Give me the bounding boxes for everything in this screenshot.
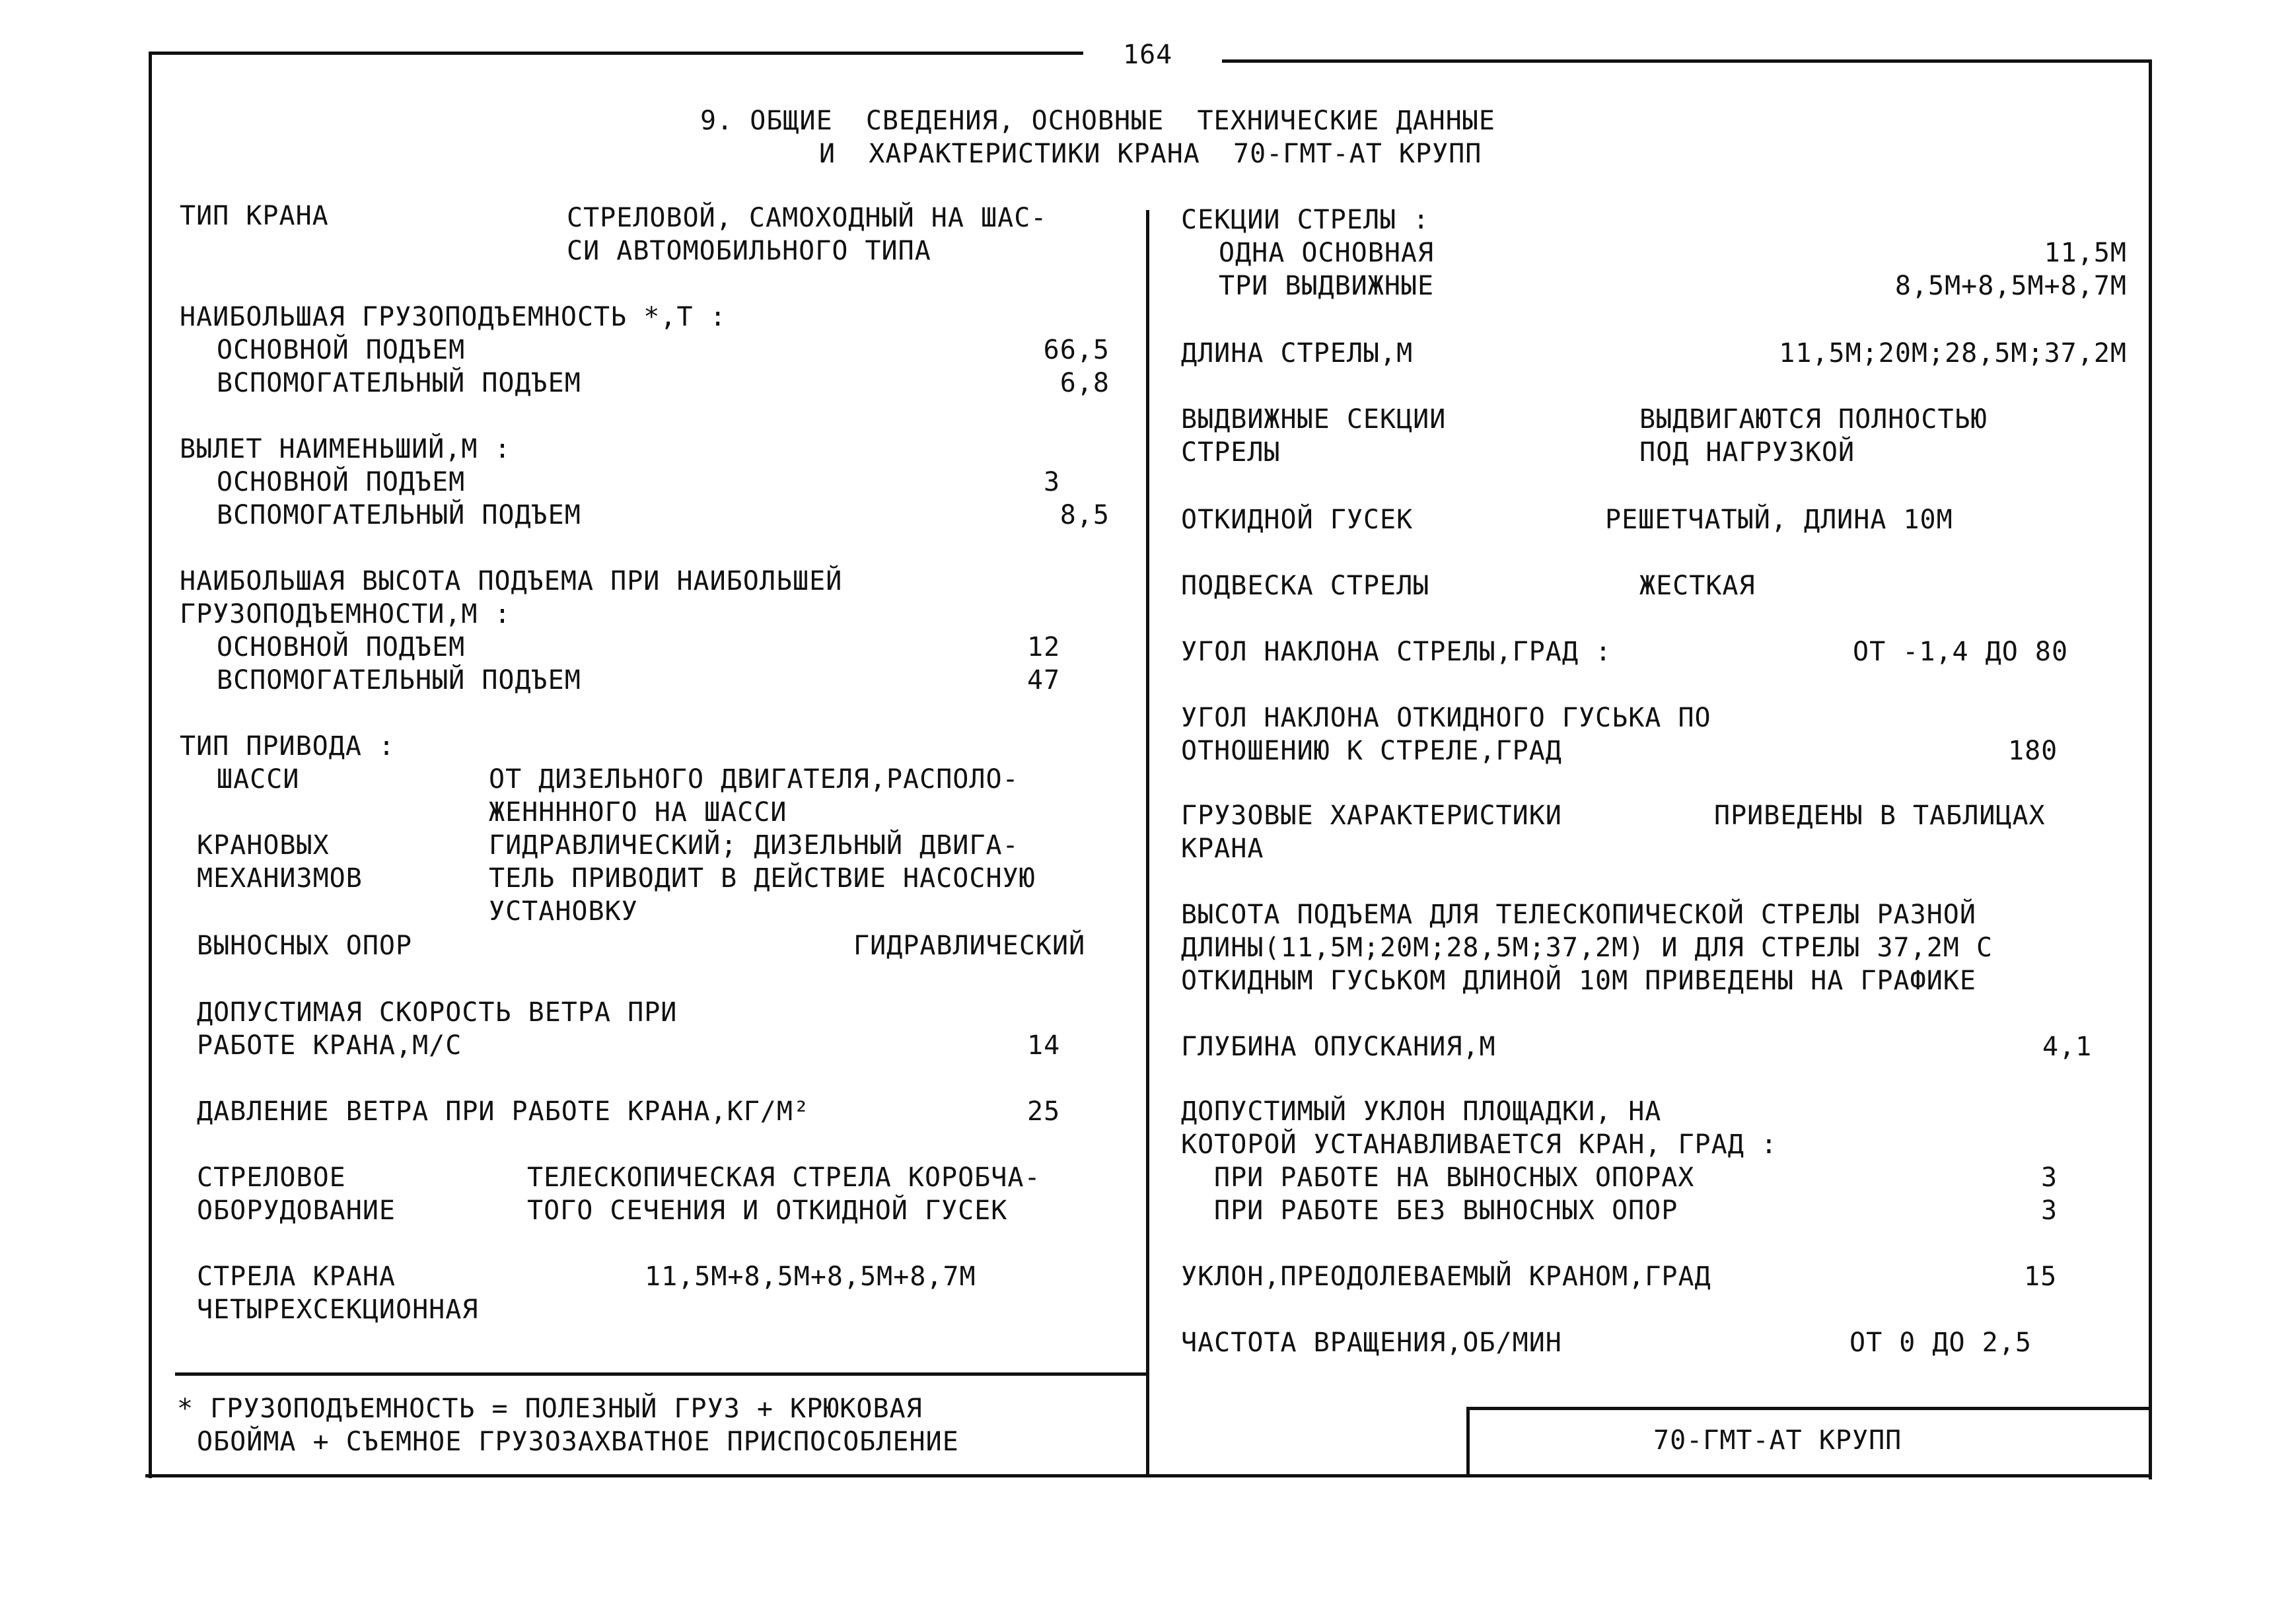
spec-value: ГИДРАВЛИЧЕСКИЙ; ДИЗЕЛЬНЫЙ ДВИГА- bbox=[489, 830, 1019, 861]
spec-value: 12 bbox=[1027, 632, 1061, 662]
spec-label: ОДНА ОСНОВНАЯ bbox=[1219, 238, 1435, 268]
spec-value: 14 bbox=[1027, 1030, 1061, 1061]
spec-value: 66,5 bbox=[1043, 335, 1110, 365]
spec-value: 11,5М;20М;28,5М;37,2М bbox=[1779, 338, 2127, 369]
column-divider bbox=[1146, 210, 1149, 1477]
spec-label: РАБОТЕ КРАНА,М/С bbox=[197, 1030, 462, 1061]
footnote-divider bbox=[175, 1372, 1146, 1376]
spec-label: ДОПУСТИМАЯ СКОРОСТЬ ВЕТРА ПРИ bbox=[197, 997, 678, 1028]
spec-label: ВЫНОСНЫХ ОПОР bbox=[197, 931, 413, 961]
spec-value: ПОД НАГРУЗКОЙ bbox=[1639, 437, 1855, 468]
spec-label: ОСНОВНОЙ ПОДЪЕМ bbox=[217, 335, 466, 365]
frame-right bbox=[2149, 59, 2152, 1479]
spec-value: РЕШЕТЧАТЫЙ, ДЛИНА 10М bbox=[1605, 505, 1953, 535]
spec-value: 4,1 bbox=[2042, 1032, 2093, 1062]
spec-value: ОТ ДИЗЕЛЬНОГО ДВИГАТЕЛЯ,РАСПОЛО- bbox=[489, 764, 1019, 795]
page-title-line-1: 9. ОБЩИЕ СВЕДЕНИЯ, ОСНОВНЫЕ ТЕХНИЧЕСКИЕ ДАННЫЕ bbox=[700, 106, 1495, 136]
spec-value: 8,5М+8,5М+8,7М bbox=[1894, 271, 2127, 301]
crane-type-value: СТРЕЛОВОЙ, САМОХОДНЫЙ НА ШАС- bbox=[567, 203, 1048, 233]
spec-value: 15 bbox=[2024, 1261, 2058, 1292]
spec-label: КРАНА bbox=[1181, 834, 1264, 864]
spec-value: ЖЕСТКАЯ bbox=[1639, 571, 1756, 601]
spec-label: КОТОРОЙ УСТАНАВЛИВАЕТСЯ КРАН, ГРАД : bbox=[1181, 1129, 1777, 1160]
spec-value: ЖЕННННОГО НА ШАССИ bbox=[489, 797, 787, 828]
spec-label: СТРЕЛОВОЕ bbox=[197, 1162, 346, 1193]
frame-left bbox=[149, 52, 152, 1478]
spec-value: 11,5М+8,5М+8,5М+8,7М bbox=[645, 1261, 976, 1292]
spec-label: ПОДВЕСКА СТРЕЛЫ bbox=[1181, 571, 1430, 601]
crane-type-value: СИ АВТОМОБИЛЬНОГО ТИПА bbox=[567, 236, 931, 266]
spec-label: УГОЛ НАКЛОНА СТРЕЛЫ,ГРАД : bbox=[1181, 637, 1612, 667]
spec-text: ДЛИНЫ(11,5М;20М;28,5М;37,2М) И ДЛЯ СТРЕЛЫ 37,2М С bbox=[1181, 933, 1993, 963]
spec-label: ВСПОМОГАТЕЛЬНЫЙ ПОДЪЕМ bbox=[217, 665, 581, 695]
frame-top-left bbox=[149, 52, 1083, 55]
page-title-line-2: И ХАРАКТЕРИСТИКИ КРАНА 70-ГМТ-АТ КРУПП bbox=[819, 139, 1482, 169]
spec-value: ПРИВЕДЕНЫ В ТАБЛИЦАХ bbox=[1714, 800, 2046, 831]
spec-label: СЕКЦИИ СТРЕЛЫ : bbox=[1181, 205, 1430, 235]
spec-value: 6,8 bbox=[1059, 368, 1110, 398]
crane-type-label: ТИП КРАНА bbox=[180, 201, 329, 231]
spec-value: ТОГО СЕЧЕНИЯ И ОТКИДНОЙ ГУСЕК bbox=[527, 1195, 1008, 1226]
spec-label: ГРУЗОВЫЕ ХАРАКТЕРИСТИКИ bbox=[1181, 800, 1562, 831]
spec-label: ВСПОМОГАТЕЛЬНЫЙ ПОДЪЕМ bbox=[217, 368, 581, 398]
spec-label: ДАВЛЕНИЕ ВЕТРА ПРИ РАБОТЕ КРАНА,КГ/М² bbox=[197, 1096, 810, 1127]
max-height-header: НАИБОЛЬШАЯ ВЫСОТА ПОДЪЕМА ПРИ НАИБОЛЬШЕЙ bbox=[180, 566, 843, 596]
max-capacity-header: НАИБОЛЬШАЯ ГРУЗОПОДЪЕМНОСТЬ *,Т : bbox=[180, 302, 727, 332]
spec-label: ЧАСТОТА ВРАЩЕНИЯ,ОБ/МИН bbox=[1181, 1328, 1562, 1358]
spec-value: 25 bbox=[1027, 1096, 1061, 1127]
spec-label: СТРЕЛА КРАНА bbox=[197, 1261, 396, 1292]
spec-label: УКЛОН,ПРЕОДОЛЕВАЕМЫЙ КРАНОМ,ГРАД bbox=[1181, 1261, 1711, 1292]
spec-label: ДОПУСТИМЫЙ УКЛОН ПЛОЩАДКИ, НА bbox=[1181, 1096, 1662, 1127]
spec-value: ТЕЛЬ ПРИВОДИТ В ДЕЙСТВИЕ НАСОСНУЮ bbox=[489, 863, 1036, 894]
spec-label: УГОЛ НАКЛОНА ОТКИДНОГО ГУСЬКА ПО bbox=[1181, 703, 1711, 733]
spec-value: 3 bbox=[2041, 1162, 2058, 1193]
spec-label: ШАССИ bbox=[217, 764, 300, 795]
spec-label: ЧЕТЫРЕХСЕКЦИОННАЯ bbox=[197, 1295, 479, 1325]
spec-value: 3 bbox=[1044, 467, 1061, 497]
spec-label: ОТКИДНОЙ ГУСЕК bbox=[1181, 505, 1414, 535]
min-reach-header: ВЫЛЕТ НАИМЕНЬШИЙ,М : bbox=[180, 434, 511, 464]
spec-label: КРАНОВЫХ bbox=[197, 830, 330, 861]
title-block-stamp: 70-ГМТ-АТ КРУПП bbox=[1653, 1425, 1902, 1456]
max-height-header: ГРУЗОПОДЪЕМНОСТИ,М : bbox=[180, 599, 511, 629]
spec-label: ТРИ ВЫДВИЖНЫЕ bbox=[1219, 271, 1435, 301]
stamp-box-left bbox=[1466, 1407, 1470, 1475]
spec-label: ПРИ РАБОТЕ НА ВЫНОСНЫХ ОПОРАХ bbox=[1214, 1162, 1695, 1193]
drive-type-header: ТИП ПРИВОДА : bbox=[180, 731, 396, 762]
stamp-box-top bbox=[1466, 1407, 2151, 1410]
footnote: ОБОЙМА + СЪЕМНОЕ ГРУЗОЗАХВАТНОЕ ПРИСПОСОБЛЕНИЕ bbox=[197, 1427, 959, 1457]
spec-value: ГИДРАВЛИЧЕСКИЙ bbox=[853, 931, 1086, 961]
spec-value: ОТ -1,4 ДО 80 bbox=[1853, 637, 2069, 667]
spec-label: ДЛИНА СТРЕЛЫ,М bbox=[1181, 338, 1414, 369]
frame-top-right bbox=[1222, 59, 2152, 63]
spec-value: УСТАНОВКУ bbox=[489, 896, 638, 927]
spec-label: ОТНОШЕНИЮ К СТРЕЛЕ,ГРАД bbox=[1181, 736, 1562, 766]
footnote: * ГРУЗОПОДЪЕМНОСТЬ = ПОЛЕЗНЫЙ ГРУЗ + КРЮКОВАЯ bbox=[177, 1394, 923, 1424]
spec-label: ПРИ РАБОТЕ БЕЗ ВЫНОСНЫХ ОПОР bbox=[1214, 1195, 1678, 1226]
page-number: 164 bbox=[1123, 40, 1173, 70]
spec-value: ТЕЛЕСКОПИЧЕСКАЯ СТРЕЛА КОРОБЧА- bbox=[527, 1162, 1041, 1193]
spec-label: СТРЕЛЫ bbox=[1181, 437, 1281, 468]
spec-value: 8,5 bbox=[1059, 500, 1110, 530]
spec-value: 47 bbox=[1027, 665, 1061, 695]
spec-label: ОСНОВНОЙ ПОДЪЕМ bbox=[217, 632, 466, 662]
spec-value: 180 bbox=[2008, 736, 2058, 766]
spec-label: ВЫДВИЖНЫЕ СЕКЦИИ bbox=[1181, 404, 1447, 435]
spec-label: ОБОРУДОВАНИЕ bbox=[197, 1195, 396, 1226]
spec-label: ОСНОВНОЙ ПОДЪЕМ bbox=[217, 467, 466, 497]
spec-value: 3 bbox=[2041, 1195, 2058, 1226]
spec-label: ГЛУБИНА ОПУСКАНИЯ,М bbox=[1181, 1032, 1496, 1062]
spec-text: ВЫСОТА ПОДЪЕМА ДЛЯ ТЕЛЕСКОПИЧЕСКОЙ СТРЕЛЫ РАЗНОЙ bbox=[1181, 900, 1976, 930]
spec-label: ВСПОМОГАТЕЛЬНЫЙ ПОДЪЕМ bbox=[217, 500, 581, 530]
spec-value: 11,5М bbox=[2044, 238, 2127, 268]
spec-value: ВЫДВИГАЮТСЯ ПОЛНОСТЬЮ bbox=[1639, 404, 1988, 435]
spec-text: ОТКИДНЫМ ГУСЬКОМ ДЛИНОЙ 10М ПРИВЕДЕНЫ НА ГРАФИКЕ bbox=[1181, 966, 1976, 996]
spec-value: ОТ 0 ДО 2,5 bbox=[1849, 1328, 2032, 1358]
spec-label: МЕХАНИЗМОВ bbox=[197, 863, 363, 894]
